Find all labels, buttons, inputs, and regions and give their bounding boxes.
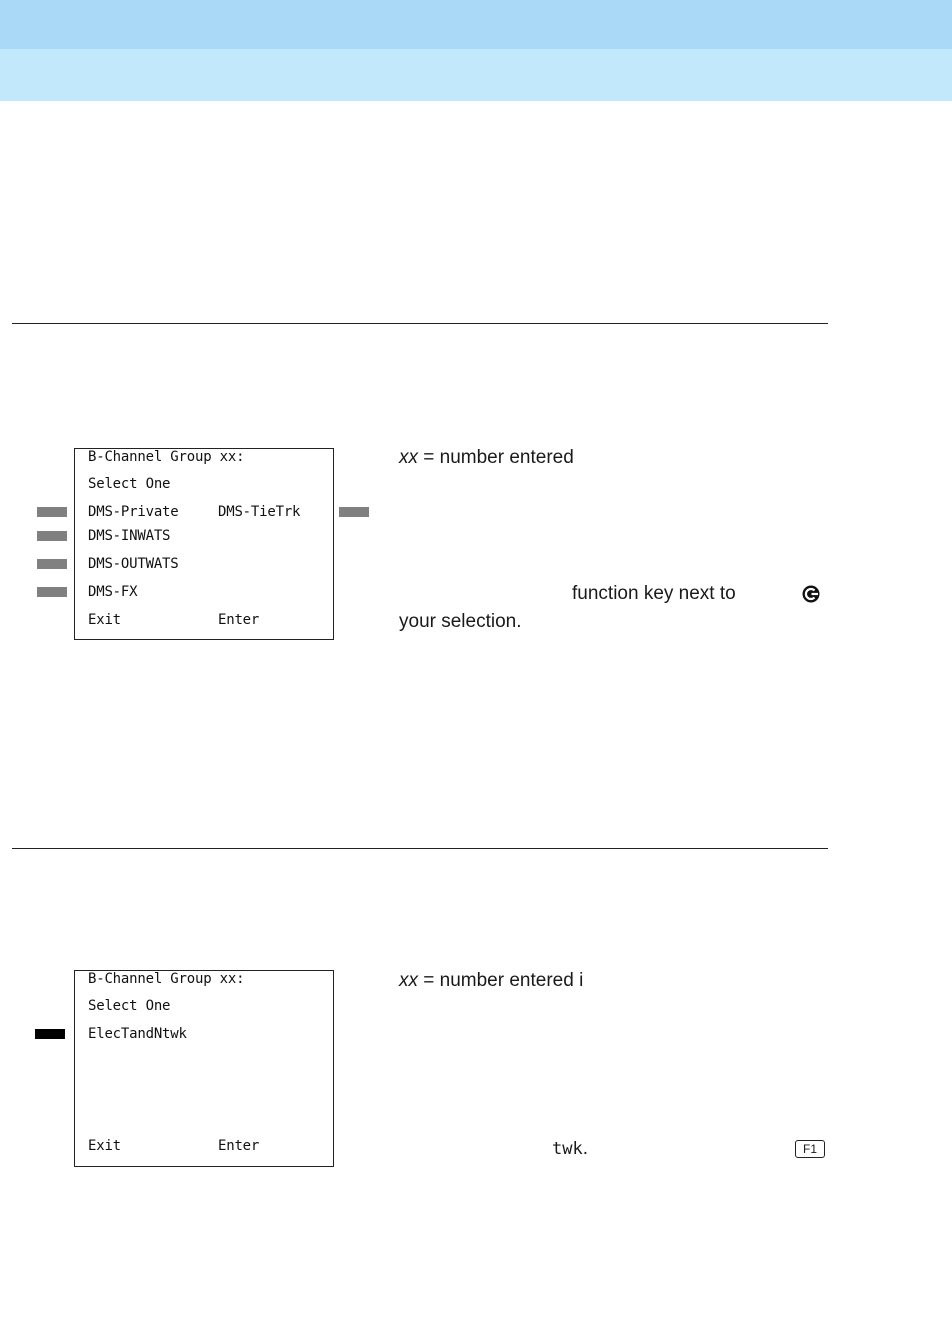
variable-description: = number entered	[418, 447, 574, 468]
variable-name: xx	[399, 447, 418, 468]
screen-title: B-Channel Group xx:	[88, 971, 245, 987]
variable-description: = number entered i	[418, 970, 584, 991]
variable-note-1	[399, 447, 574, 469]
variable-note-2	[399, 970, 583, 992]
screen-title: B-Channel Group xx:	[88, 449, 245, 465]
option-dms-outwats[interactable]: DMS-OUTWATS	[88, 556, 179, 572]
function-key-left-4[interactable]	[37, 587, 67, 597]
screen-prompt: Select One	[88, 476, 171, 492]
function-key-left-1[interactable]	[37, 507, 67, 517]
function-key-left-2[interactable]	[37, 531, 67, 541]
display-screen-2	[74, 970, 334, 1167]
variable-name: xx	[399, 970, 418, 991]
header-band-top	[0, 0, 952, 49]
instruction-line-2: your selection.	[399, 611, 522, 632]
section-divider-1	[12, 323, 828, 324]
f1-key-icon: F1	[795, 1140, 825, 1158]
option-dms-fx[interactable]: DMS-FX	[88, 584, 138, 600]
function-key-right-1[interactable]	[339, 507, 369, 517]
option-dms-private[interactable]: DMS-Private	[88, 504, 179, 520]
display-screen-1	[74, 448, 334, 640]
fragment-period: .	[582, 1138, 588, 1159]
function-key-left-3[interactable]	[37, 559, 67, 569]
screen-prompt: Select One	[88, 998, 171, 1014]
header-band-second	[0, 49, 952, 101]
fragment-text: twk	[552, 1139, 583, 1159]
option-dms-tietrk[interactable]: DMS-TieTrk	[218, 504, 301, 520]
instruction-line-1: function key next to	[572, 583, 736, 604]
function-key-selected[interactable]	[35, 1029, 65, 1039]
option-dms-inwats[interactable]: DMS-INWATS	[88, 528, 171, 544]
option-electandntwk[interactable]: ElecTandNtwk	[88, 1026, 187, 1042]
arrow-return-icon	[801, 584, 821, 604]
enter-label[interactable]: Enter	[218, 1138, 260, 1154]
section-divider-2	[12, 848, 828, 849]
enter-label[interactable]: Enter	[218, 612, 260, 628]
exit-label[interactable]: Exit	[88, 612, 121, 628]
instruction-fragment	[552, 1138, 588, 1160]
exit-label[interactable]: Exit	[88, 1138, 121, 1154]
